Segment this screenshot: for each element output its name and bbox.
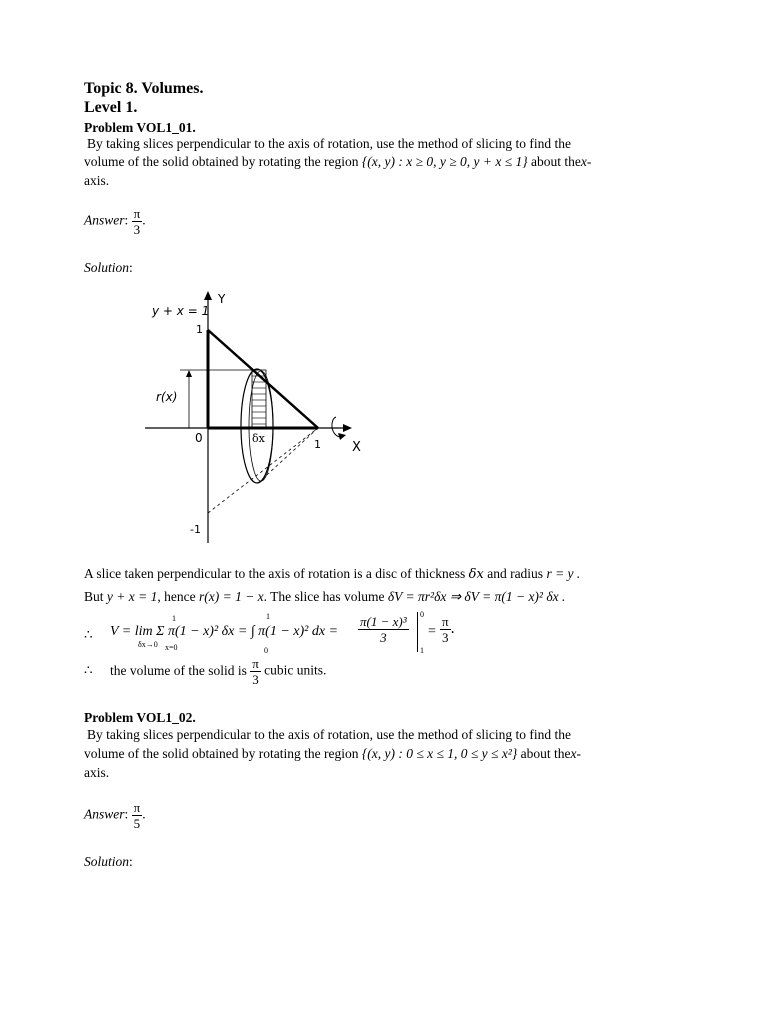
y-neg-one-label: -1: [190, 523, 201, 536]
problem-1-statement-line-1: By taking slices perpendicular to the axis of rotation, use the method of slicing to find the: [87, 136, 572, 151]
fraction-numerator: π: [133, 206, 141, 221]
x-axis-label: X: [352, 440, 361, 455]
equals-sign: =: [428, 624, 436, 639]
radius-equation: r = y .: [546, 566, 581, 581]
fraction-denominator: 5: [133, 816, 141, 831]
conclusion-fraction: [250, 656, 261, 687]
evaluation-bar: [417, 612, 418, 652]
problem-2-answer: [84, 800, 146, 831]
solution-label: Solution: [84, 260, 130, 275]
sum-upper-limit: 1: [172, 614, 176, 623]
solution-text: But: [84, 589, 104, 604]
limit-subscript: δx→0: [138, 640, 158, 649]
therefore-symbol-2: ∴: [84, 662, 93, 678]
fraction-denominator: 3: [380, 630, 387, 645]
thickness-label: δx: [252, 432, 265, 445]
answer-fraction: [132, 206, 146, 237]
line-equation: y + x = 1: [106, 589, 158, 604]
hyphen: -: [586, 154, 592, 169]
problem-1-answer: [84, 206, 146, 237]
answer-colon: :: [124, 212, 129, 228]
answer-colon: :: [124, 806, 129, 822]
problem-1-title: Problem VOL1_01.: [84, 120, 196, 135]
dx-symbol: δx: [468, 567, 484, 582]
solution-line-2: [84, 587, 565, 606]
origin-label: 0: [195, 431, 203, 445]
integral-upper-limit: 1: [266, 612, 270, 621]
fraction-denominator: 3: [252, 672, 259, 687]
radius-label: r(x): [156, 390, 178, 404]
topic-title: Topic 8. Volumes.: [84, 80, 204, 97]
axis-variable: x: [580, 154, 587, 169]
integral-lower-limit: 0: [264, 646, 268, 655]
problem-2-statement-line-2: [84, 744, 581, 763]
slice-hatching: [252, 376, 266, 424]
solution-line-1: [84, 564, 580, 584]
conclusion-text: the volume of the solid is: [109, 662, 247, 678]
result-dot: .: [450, 620, 455, 638]
fraction-numerator: π: [133, 800, 141, 815]
volume-figure: [140, 285, 380, 550]
solution-text: , hence: [157, 589, 196, 604]
fraction-denominator: 3: [133, 222, 141, 237]
x-one-label: 1: [314, 438, 321, 451]
level-title: Level 1.: [84, 99, 138, 116]
statement-text: about the: [520, 746, 571, 761]
y-one-label: 1: [196, 323, 203, 336]
statement-text: about the: [531, 154, 581, 169]
conclusion-text: cubic units.: [264, 662, 327, 678]
fraction-numerator: π: [252, 656, 259, 671]
slice-volume-equation: δV = πr²δx ⇒ δV = π(1 − x)² δx .: [387, 589, 566, 604]
x-axis-arrow: [343, 424, 352, 432]
region-set: {(x, y) : 0 ≤ x ≤ 1, 0 ≤ y ≤ x²}: [361, 746, 518, 761]
line-equation-label: y + x = 1: [152, 304, 210, 318]
hyphen: -: [576, 746, 582, 761]
problem-1-statement-line-2: [84, 152, 591, 171]
answer-dot: .: [142, 806, 146, 822]
radius-arrow: [186, 370, 192, 377]
volume-integral-equation: V = lim Σ π(1 − x)² δx = ∫ π(1 − x)² dx =: [110, 624, 339, 639]
disc-outer-ellipse: [241, 369, 273, 483]
solution-text: and radius: [487, 566, 544, 581]
disc-inner-ellipse: [249, 371, 273, 481]
radius-function: r(x) = 1 − x: [198, 589, 264, 604]
evaluated-fraction: [358, 614, 409, 645]
statement-text: volume of the solid obtained by rotating the region: [84, 154, 359, 169]
answer-fraction: [132, 800, 146, 831]
result-fraction: [440, 614, 455, 645]
line-y-plus-x-equals-1: [208, 330, 318, 428]
problem-2-title: Problem VOL1_02.: [84, 710, 196, 725]
solution-colon: :: [129, 260, 133, 275]
evaluation-lower-limit: 1: [420, 646, 424, 655]
problem-2-solution-label: [84, 852, 133, 871]
y-axis-label: Y: [218, 292, 226, 306]
fraction-numerator: π(1 − x)³: [360, 614, 407, 629]
solution-label: Solution: [84, 854, 130, 869]
problem-1-statement-line-3: axis.: [84, 173, 110, 188]
statement-text: volume of the solid obtained by rotating the region: [84, 746, 359, 761]
therefore-symbol-1: ∴: [84, 627, 93, 642]
evaluation-upper-limit: 0: [420, 610, 424, 619]
solution-colon: :: [129, 854, 133, 869]
answer-dot: .: [142, 212, 146, 228]
rotation-arrow-head: [338, 433, 346, 440]
solution-text: . The slice has volume: [263, 589, 385, 604]
problem-2-statement-line-3: axis.: [84, 765, 110, 780]
y-axis-arrow: [204, 291, 212, 300]
solution-text: A slice taken perpendicular to the axis of rotation is a disc of thickness: [84, 566, 466, 581]
conclusion-line: [84, 656, 326, 687]
answer-label: Answer: [84, 212, 125, 228]
problem-2-statement-line-1: By taking slices perpendicular to the axis of rotation, use the method of slicing to find the: [87, 727, 572, 742]
region-set: {(x, y) : x ≥ 0, y ≥ 0, y + x ≤ 1}: [361, 154, 528, 169]
fraction-numerator: π: [442, 614, 449, 629]
answer-label: Answer: [84, 806, 125, 822]
fraction-denominator: 3: [442, 630, 449, 645]
axis-variable: x: [570, 746, 577, 761]
problem-1-solution-label: [84, 258, 133, 277]
sum-lower-limit: x=0: [165, 643, 178, 652]
